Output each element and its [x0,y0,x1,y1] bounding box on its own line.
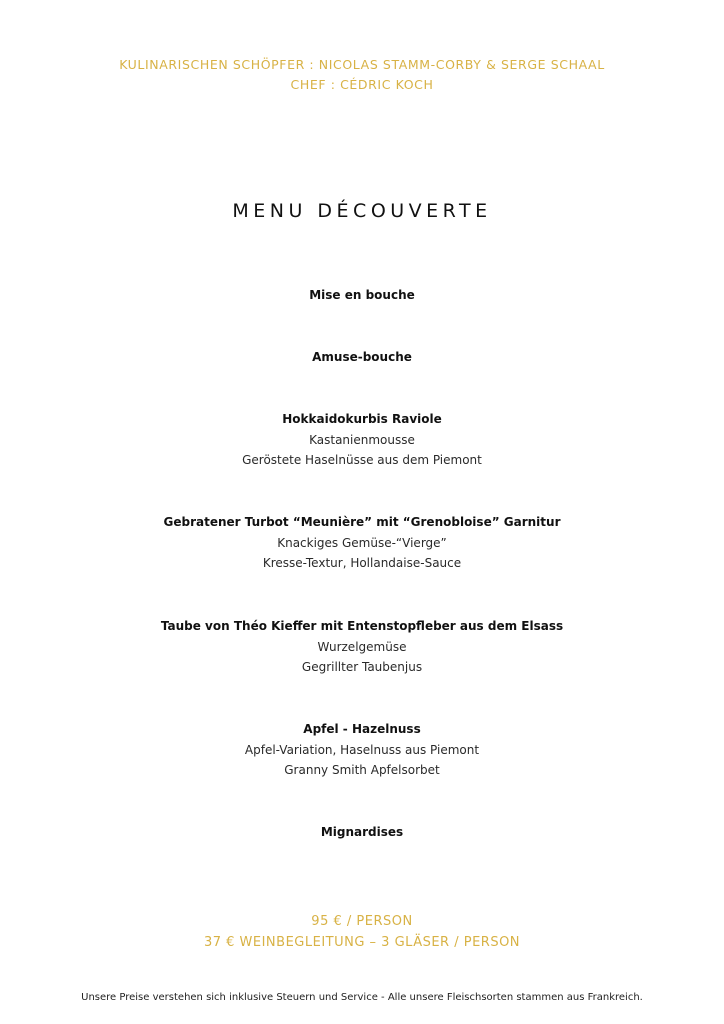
chef-line: CHEF : CÉDRIC KOCH [290,77,434,92]
wine-pairing-price: 37 € WEINBEGLEITUNG – 3 GLÄSER / PERSON [203,935,521,950]
course-detail: Wurzelgemüse [317,639,407,654]
course-mignardises [0,822,724,843]
menu-title: MENU DÉCOUVERTE [232,200,492,222]
course-detail: Knackiges Gemüse-“Vierge” [277,535,447,550]
course-detail: Granny Smith Apfelsorbet [284,763,440,777]
course-name: Amuse-bouche [312,350,412,364]
course-name: Gebratener Turbot “Meunière” mit “Grenobloise” Garnitur [163,515,561,529]
course-mise-en-bouche [0,285,724,306]
price-per-person: 95 € / PERSON [311,914,413,929]
course-detail: Kresse-Textur, Hollandaise-Sauce [262,556,462,570]
footer-note: Unsere Preise verstehen sich inklusive Steuern und Service - Alle unsere Fleischsorten stammen aus Frankreich. [81,992,643,1003]
course-name: Taube von Théo Kieffer mit Entenstopfleber aus dem Elsass [160,619,564,633]
course-name: Mise en bouche [309,288,415,302]
course-taube [0,616,724,678]
course-raviole [0,409,724,471]
course-detail: Gegrillter Taubenjus [301,660,423,674]
menu-header [0,55,724,95]
course-detail: Kastanienmousse [309,432,415,447]
creators-line: KULINARISCHEN SCHÖPFER : NICOLAS STAMM-CORBY & SERGE SCHAAL [119,57,605,72]
course-name: Mignardises [320,825,404,839]
course-turbot [0,512,724,574]
course-name: Hokkaidokurbis Raviole [282,412,442,426]
course-amuse-bouche [0,347,724,368]
course-detail: Apfel-Variation, Haselnuss aus Piemont [244,742,480,757]
course-detail: Geröstete Haselnüsse aus dem Piemont [242,453,482,467]
course-name: Apfel - Hazelnuss [303,722,421,736]
course-apfel [0,719,724,781]
pricing [0,911,724,953]
